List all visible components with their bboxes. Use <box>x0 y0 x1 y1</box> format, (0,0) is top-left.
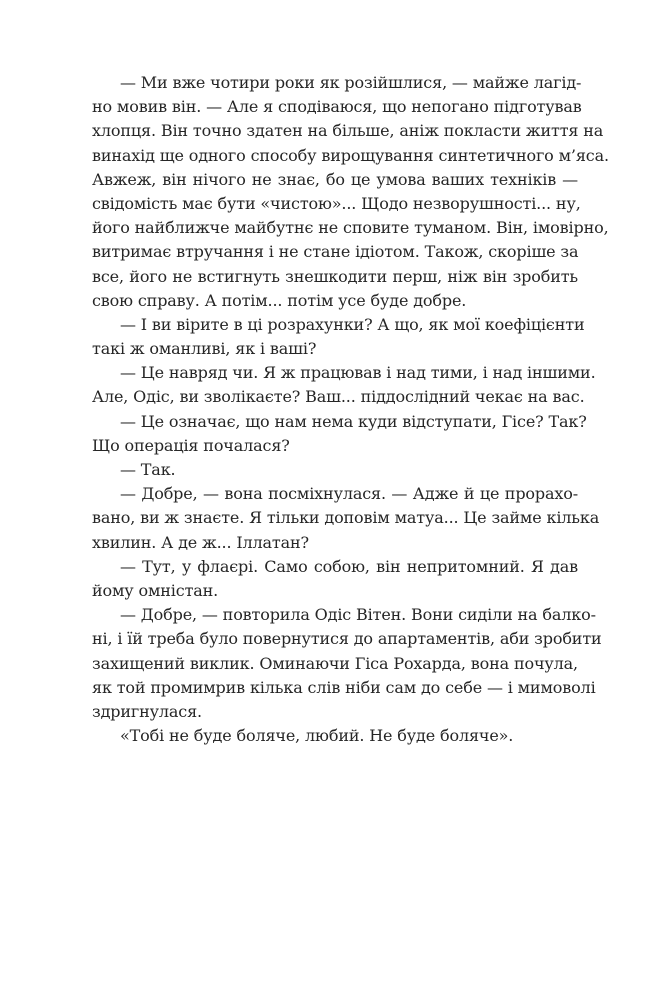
text-line: — Це означає, що нам нема куди відступати, Гісе? Так? <box>120 411 587 431</box>
text-line: хлопця. Він точно здатен на більше, аніж покласти життя на <box>92 121 604 141</box>
text-line: Авжеж, він нічого не знає, бо це умова ваших техніків — <box>92 169 578 189</box>
text-line: — Добре, — повторила Одіс Вітен. Вони сиділи на балко- <box>120 605 596 625</box>
text-line: — Це навряд чи. Я ж працював і над тими, і над іншими. <box>120 363 596 383</box>
text-line: — Так. <box>120 460 176 479</box>
text-line: захищений виклик. Оминаючи Гіса Рохарда, вона почула, <box>92 653 578 673</box>
text-line: хвилин. А де ж... Іллатан? <box>92 532 309 552</box>
text-line: свідомість має бути «чистою»... Щодо незворушності... ну, <box>92 193 581 213</box>
text-line: — І ви вірите в ці розрахунки? А що, як мої коефіцієнти <box>120 314 585 334</box>
text-line: йому омністан. <box>92 580 219 600</box>
text-line: — Добре, — вона посміхнулася. — Адже й це прорахо- <box>120 484 578 504</box>
text-line: Але, Одіс, ви зволікаєте? Ваш... піддослідний чекає на вас. <box>92 387 585 407</box>
text-line: такі ж оманливі, як і ваші? <box>92 339 317 359</box>
text-line: «Тобі не буде боляче, любий. Не буде боляче». <box>120 726 514 746</box>
text-line: його найближче майбутнє не сповите туманом. Він, імовірно, <box>92 218 609 238</box>
text-line: — Ми вже чотири роки як розійшлися, — майже лагід- <box>120 73 582 92</box>
text-line: витримає втручання і не стане ідіотом. Також, скоріше за <box>92 242 579 262</box>
text-line: Що операція почалася? <box>92 435 290 455</box>
text-line: здригнулася. <box>92 701 202 721</box>
text-line: ні, і їй треба було повернутися до апартаментів, аби зробити <box>92 629 602 649</box>
body-text <box>92 71 609 748</box>
text-line: — Тут, у флаєрі. Само собою, він непритомний. Я дав <box>120 556 578 576</box>
text-line: вано, ви ж знаєте. Я тільки доповім матуа... Це займе кілька <box>92 508 600 528</box>
text-line: винахід ще одного способу вирощування синтетичного м’яса. <box>92 145 609 165</box>
text-line: свою справу. А потім... потім усе буде добре. <box>92 290 467 310</box>
text-line: як той промимрив кілька слів ніби сам до себе — і мимоволі <box>92 677 596 697</box>
text-line: все, його не встигнуть знешкодити перш, ніж він зробить <box>92 266 578 286</box>
text-line: но мовив він. — Але я сподіваюся, що непогано підготував <box>92 97 582 117</box>
